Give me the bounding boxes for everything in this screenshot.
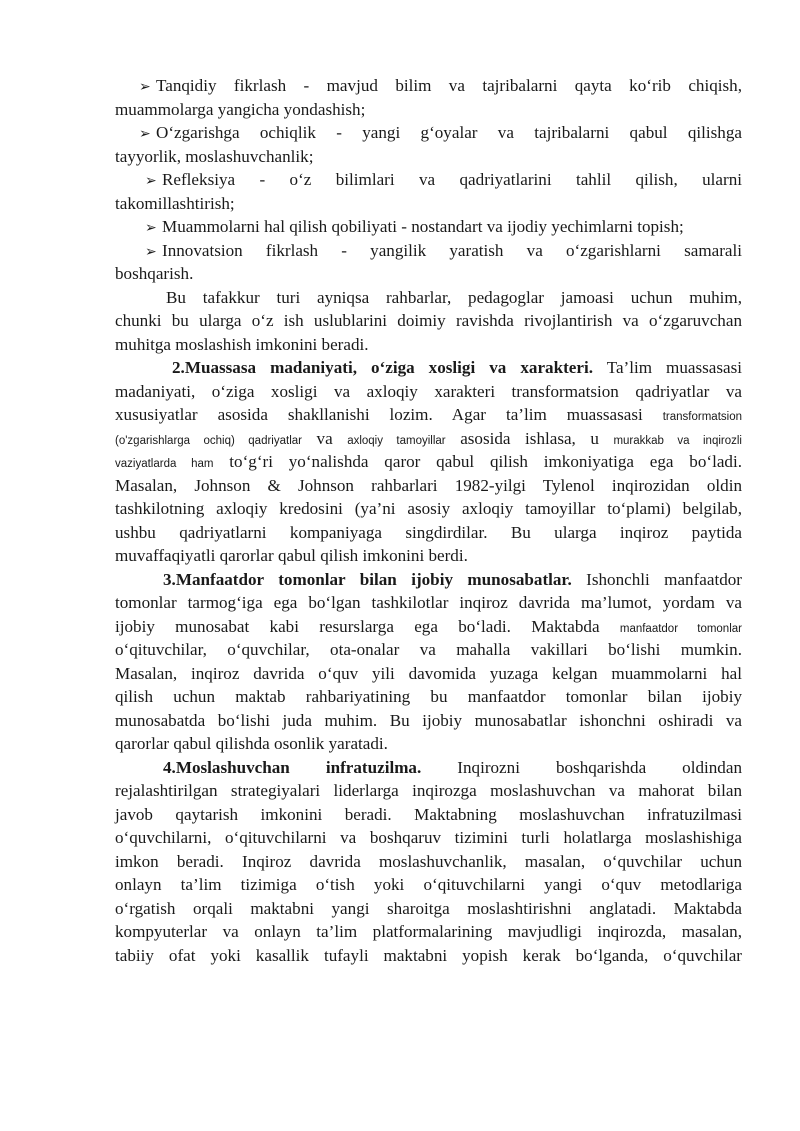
arrow-bullet-icon: ➢ (145, 244, 157, 260)
paragraph-line: o‘rgatish orqali maktabni yangi sharoitga moslashtirishni anglatadi. Maktabda (115, 898, 742, 918)
paragraph-line: Bu tafakkur turi ayniqsa rahbarlar, pedagoglar jamoasi uchun muhim, (166, 287, 742, 307)
paragraph-line: qarorlar qabul qilishda osonlik yaratadi. (115, 734, 388, 753)
paragraph-line: rejalashtirilgan strategiyalari liderlarga inqirozga moslashuvchan va mahorat bilan (115, 781, 742, 800)
list-item: ➢ O‘zgarishga ochiqlik - yangi g‘oyalar va tajribalarni qabul qilishga (115, 121, 742, 145)
paragraph-line: Masalan, inqiroz davrida o‘quv yili davomida yuzaga kelgan muammolarni hal (115, 663, 742, 683)
section-2-first-line: 2.Muassasa madaniyati, o‘ziga xosligi va xarakteri. Ta’lim muassasasi (172, 358, 743, 377)
paragraph-line: muhitga moslashish imkonini beradi. (115, 334, 369, 354)
paragraph-line: imkon beradi. Inqiroz davrida moslashuvchanlik, masalan, o‘quvchilar uchun (115, 851, 742, 871)
paragraph-line: o‘quvchilarni, o‘qituvchilarni va boshqaruv tizimini turli holatlarga moslashishiga (115, 828, 742, 847)
paragraph-line: (o'zgarishlarga ochiq) qadriyatlar va axloqiy tamoyillar asosida ishlasa, u murakkab va inqirozli (115, 428, 742, 448)
paragraph-line: chunki bu ularga o‘z ish uslublarini doimiy ravishda rivojlantirish va o‘zgaruvchan (115, 311, 742, 330)
paragraph-line: onlayn ta’lim tizimiga o‘tish yoki o‘qituvchilarni yangi o‘quv metodlariga (115, 875, 742, 894)
list-item-continuation: boshqarish. (115, 264, 194, 283)
paragraph-line: javob qaytarish imkonini beradi. Maktabning moslashuvchan infratuzilmasi (115, 804, 742, 824)
list-item-continuation: muammolarga yangicha yondashish; (115, 99, 366, 119)
list-item: ➢ Refleksiya - o‘z bilimlari va qadriyatlarini tahlil qilish, ularni (115, 168, 742, 192)
paragraph-line: muvaffaqiyatli qarorlar qabul qilish imkonini berdi. (115, 546, 468, 565)
list-item-continuation: takomillashtirish; (115, 193, 235, 213)
paragraph-line: xususiyatlar asosida shakllanishi lozim. Agar ta’lim muassasasi transformatsion (115, 405, 742, 424)
paragraph-line: ushbu qadriyatlarni kompaniyaga singdirdilar. Bu ularga inqiroz paytida (115, 522, 742, 542)
document-body (115, 74, 742, 967)
paragraph-line: ijobiy munosabat kabi resurslarga ega bo‘ladi. Maktabda manfaatdor tomonlar (115, 616, 742, 636)
paragraph-line: tomonlar tarmog‘iga ega bo‘lgan tashkilotlar inqiroz davrida ma’lumot, yordam va (115, 593, 742, 612)
paragraph-line: qilish uchun maktab rahbariyatining bu manfaatdor tomonlar bilan ijobiy (115, 687, 742, 706)
paragraph-line: vaziyatlarda ham to‘g‘ri yo‘nalishda qaror qabul qilish imkoniyatiga ega bo‘ladi. (115, 452, 742, 471)
paragraph-line: o‘qituvchilar, o‘quvchilar, ota-onalar va mahalla vakillari bo‘lishi mumkin. (115, 640, 742, 659)
arrow-bullet-icon: ➢ (145, 174, 157, 189)
section-2-heading: 2.Muassasa madaniyati, o‘ziga xosligi va xarakteri. (172, 358, 593, 377)
paragraph-line: tabiiy ofat yoki kasallik tufayli maktabni yopish kerak bo‘lganda, o‘quvchilar (115, 945, 742, 965)
section-3-first-line: 3.Manfaatdor tomonlar bilan ijobiy munosabatlar. Ishonchli manfaatdor (163, 569, 742, 589)
section-4-first-line: 4.Moslashuvchan infratuzilma. Inqirozni boshqarishda oldindan (163, 757, 742, 777)
arrow-bullet-icon: ➢ (139, 127, 151, 142)
list-item: ➢ Tanqidiy fikrlash - mavjud bilim va tajribalarni qayta ko‘rib chiqish, (115, 74, 742, 98)
list-item-continuation: tayyorlik, moslashuvchanlik; (115, 146, 314, 166)
paragraph-line: kompyuterlar va onlayn ta’lim platformalarining mavjudligi inqirozda, masalan, (115, 922, 742, 941)
list-item: ➢ Muammolarni hal qilish qobiliyati - nostandart va ijodiy yechimlarni topish; (115, 215, 742, 239)
paragraph-line: munosabatda bo‘lishi juda muhim. Bu ijobiy munosabatlar ishonchni oshiradi va (115, 710, 742, 730)
section-3-heading: 3.Manfaatdor tomonlar bilan ijobiy munosabatlar. (163, 569, 572, 589)
paragraph-line: madaniyati, o‘ziga xosligi va axloqiy xarakteri transformatsion qadriyatlar va (115, 381, 742, 401)
section-4-heading: 4.Moslashuvchan infratuzilma. (163, 757, 422, 777)
paragraph-line: tashkilotning axloqiy kredosini (ya’ni asosiy axloqiy tamoyillar to‘plami) belgilab, (115, 499, 742, 518)
list-item: ➢ Innovatsion fikrlash - yangilik yaratish va o‘zgarishlarni samarali (115, 239, 742, 263)
arrow-bullet-icon: ➢ (145, 221, 157, 236)
arrow-bullet-icon: ➢ (139, 80, 151, 95)
paragraph-line: Masalan, Johnson & Johnson rahbarlari 1982-yilgi Tylenol inqirozidan oldin (115, 475, 742, 495)
